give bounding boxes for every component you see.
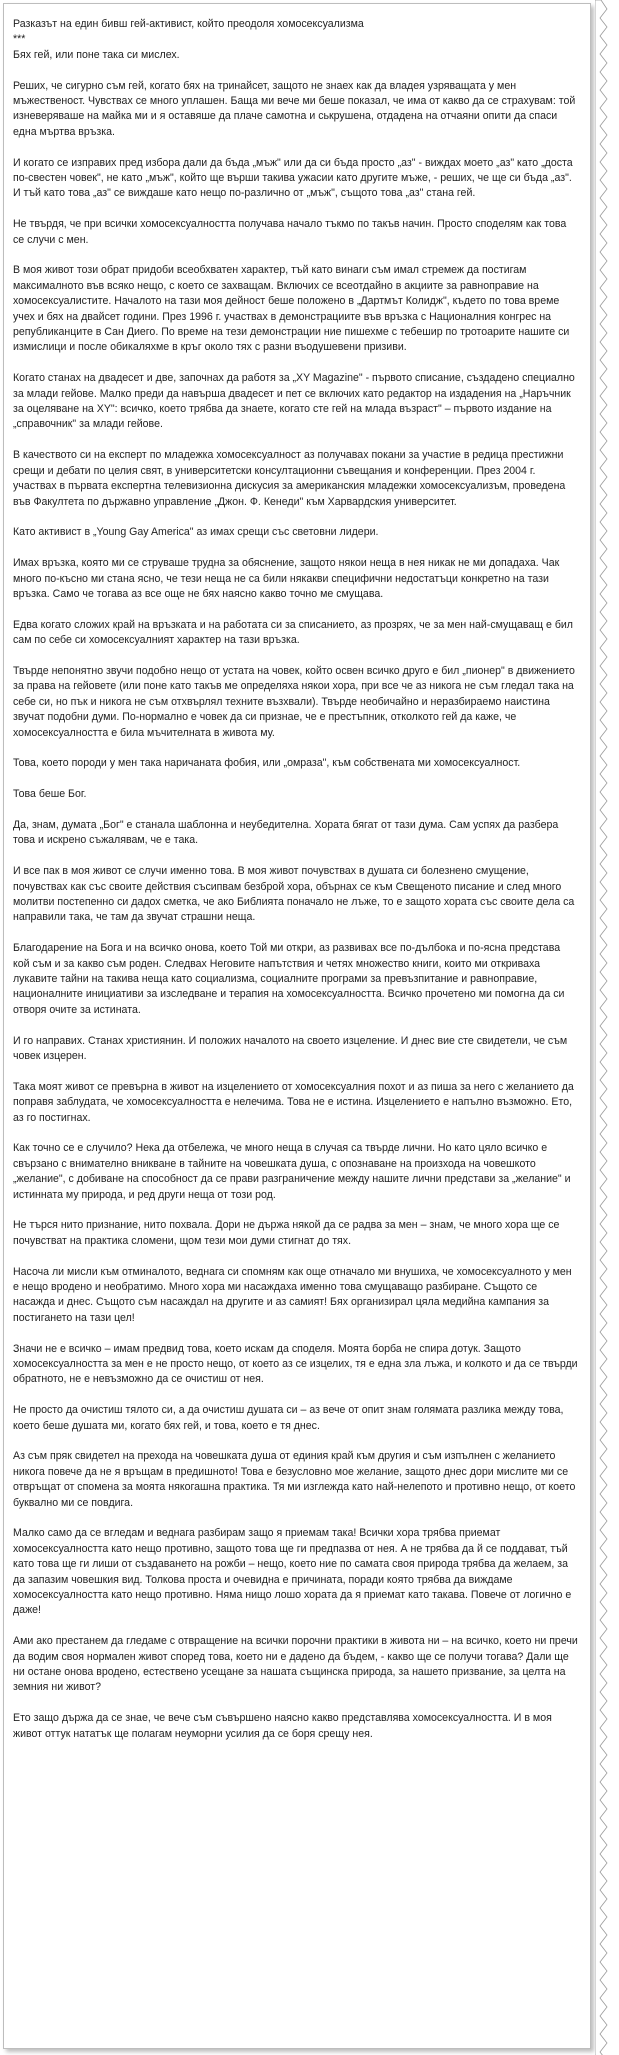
paragraph: Това беше Бог. xyxy=(13,788,87,801)
paragraph: В качеството си на експерт по младежка хомосексуалност аз получавах покани за участие в редица престижни срещи и дебати по целия свят, в университетски консултационни съвещания и конференции. През 2004 г. участвах в първата експертна телевизионна дискусия за американския младежки хомосексуализъм, проведена във Факултета по държавно управление „Джон. Ф. Кенеди" към Харвардския университет. xyxy=(13,449,566,508)
paragraph: Бях гей, или поне така си мислех. xyxy=(13,48,180,61)
paragraph: Когато станах на двадесет и две, започнах да работя за „XY Magazine" - първото списание, създадено специално за млади гейове. Малко преди да навърша двадесет и пет се включих като редактор на издадения на „Наръчник за оцеляване на XY": всичко, което трябва да знаете, когато сте гей на млада възраст" – първото издание на „справочник" за млади гейове. xyxy=(13,372,575,431)
document-page xyxy=(3,3,591,2049)
paragraph: Ами ако престанем да гледаме с отвращение на всички порочни практики в живота ни – на всичко, което ни пречи да водим своя нормален живот според това, което ни е дадено да бъдем, - какво ще се получи тогава? Дали ще ни остане онова вродено, естествено усещане за нашата същинска природа, за нашето призвание, за целта на земния ни живот? xyxy=(13,1635,578,1694)
paragraph: И когато се изправих пред избора дали да бъда „мъж" или да си бъда просто „аз" - виждах моето „аз" като „доста по-свестен човек", не като „мъж", който ще върши такива ужасии като другите мъже, - реших, че ще си бъда „аз". И тъй като това „аз" се виждаше като нещо по-различно от „мъж", същото това „аз" стана гей. xyxy=(13,156,573,200)
paragraph: Не твърдя, че при всички хомосексуалността получава начало тъкмо по такъв начин. Просто споделям как това се случи с мен. xyxy=(13,218,567,246)
paragraph: Насочa ли мисли към отминалото, веднага си спомням как още отначало ми внушиха, че хомосексуалното у мен е нещо вродено и необратимо. Много хора ми насаждаха именно това смущаващо разбиране. Същото се насажда и днес. Същото съм насаждал на другите и аз самият! Бях организирал цяла медийна кампания за постигането на тази цел! xyxy=(13,1265,572,1324)
article-title: Разказът на един бивш гей-активист, който преодоля хомосексуализма xyxy=(13,18,364,30)
article-body xyxy=(13,17,579,1757)
paragraph: И го направих. Станах християнин. И положих началото на своето изцеление. И днес вие сте свидетели, че съм човек изцерен. xyxy=(13,1034,568,1062)
torn-paper-edge xyxy=(595,0,613,2055)
paragraph: Имах връзка, която ми се струваше трудна за обяснение, защото някои неща в нея никак не ми допадаха. Чак много по-късно ми стана ясно, че тези неща не са били някакви специфични недостатъци конкретно на тази връзка. Само че тогава аз все още не бях наясно какво точно ме смущава. xyxy=(13,557,560,600)
paragraph: Това, което породи у мен така наричаната фобия, или „омраза", към собствената ми хомосексуалност. xyxy=(13,757,521,770)
paragraph: Реших, че сигурно съм гей, когато бях на тринайсет, защото не знаех как да владея узряващата у мен мъжественост. Чувствах се много уплашен. Баща ми вече ми беше показал, че има от какво да се страхувам: той изневеряваше на майка ми и я оставяше да плаче самотна и ськрушена, отдадена на отчаяни опити да спаси една мъртва връзка. xyxy=(13,79,576,138)
paragraph: И все пак в моя живот се случи именно това. В моя живот почувствах в душата си болезнено смущение, почувствах как със своите действия съсипвам безброй хора, обърнах се към Свещеното писание и след много молитви постепенно си дадох сметка, че ако Библията поначало не лъже, то е защото хората със своите дела са направили така, че там да звучат страшни неща. xyxy=(13,865,575,924)
paragraph: Да, знам, думата „Бог" е станала шаблонна и неубедителна. Хората бягат от тази дума. Сам успях да разбера това и искрено съжалявам, че е така. xyxy=(13,818,559,847)
paragraph: Не търся нито признание, нито похвала. Дори не държа някой да се радва за мен – знам, че много хора ще се почувстват на практика сломени, щом тези мои думи стигнат до тях. xyxy=(13,1219,560,1247)
title-separator: *** xyxy=(13,33,26,46)
paragraph: Не просто да очистиш тялото си, а да очистиш душата си – аз вече от опит знам голямата разлика между това, което беше душата ми, когато бях гей, и това, което е тя днес. xyxy=(13,1404,564,1432)
paragraph: Като активист в „Young Gay America" аз имах срещи със световни лидери. xyxy=(13,526,379,539)
paragraph: Благодарение на Бога и на всичко онова, което Той ми откри, аз развивах все по-дълбока и по-ясна представа кой съм и за какво съм роден. Следвах Неговите напътствия и четях множество книги, които ми откриваха лукавите тайни на такива неща като социализма, социалните програми за превъзпитание и равноправие, националните инициативи за изследване и терапия на хомосексуалността. Всичко прочетено ми помогна да си отворя очите за истината. xyxy=(13,942,565,1016)
paragraph: В моя живот този обрат придоби всеобхватен характер, тъй като винаги съм имал стремеж да постигам максималното във всяко нещо, с което се захващам. Включих се всеотдайно в акциите за равноправие на хомосексуалистите. Началото на тази моя дейност беше положено в „Дартмът Колидж", където по това време учех и бях на двайсет години. През 1996 г. участвах в демонстрациите във връзка с Националния конгрес на републиканците в Сан Диего. По време на тези демонстрации ние пишехме с тебешир по тротоарите нашите си измислици и после обикаляхме в кръг около тях с разни въодушевени призиви. xyxy=(13,264,570,354)
paragraph: Твърде непонятно звучи подобно нещо от устата на човек, който освен всичко друго е бил „пионер" в движението за права на гейовете (или поне като такъв ме определяха някои хора, при все че аз никога не съм гледал така на себе си, но пък и никога не съм отхвърлял техните възхвали). Твърде необичайно и неразбираемо наистина звучат подобни думи. По-нормално е човек да си признае, че е престъпник, отколкото гей да каже, че хомосексуалността е била мъчителната в живота му. xyxy=(13,664,575,739)
paragraph: Аз съм пряк свидетел на прехода на човешката душа от единия край към другия и съм изпълнен с желанието никога повече да не я връщам в предишното! Това е безусловно мое желание, защото днес дори мислите ми се отвръщат от спомена за моята някогашна практика. Тя ми изглежда като най-нелепото и противно нещо, от което буквално ми се повдига. xyxy=(13,1450,576,1509)
paragraph: Ето защо държа да се знае, че вече съм съвършено наясно какво представлява хомосексуалността. И в моя живот оттук нататък ще полагам неуморни усилия да се боря срещу нея. xyxy=(13,1712,552,1740)
paragraph: Значи не е всичко – имам предвид това, което искам да споделя. Моята борба не спира дотук. Защото хомосексуалността за мен е не просто нещо, от което аз се изцелих, тя е една зла лъжа, и колкото и да се твърди обратното, не е невъзможно да се очистиш от нея. xyxy=(13,1342,578,1386)
paragraph: Едва когато сложих край на връзката и на работата си за списанието, аз прозрях, че за мен най-смущаващ е бил сам по себе си хомосексуалният характер на тази връзка. xyxy=(13,618,573,647)
paragraph: Как точно се е случило? Нека да отбележа, че много неща в случая са твърде лични. Но като цяло всичко е свързано с внимателно вникване в тайните на човешката душа, с опознаване на произхода на човешкото „желание", с добиване на способност да се прави разграничение между нашите лични представи за „желание" и истинната му природа, и ред други неща от този род. xyxy=(13,1142,571,1201)
paragraph: Малко само да се вгледам и веднага разбирам защо я приемам така! Всички хора трябва приемат хомосексуалността като нещо противно, защото това ще ги предпазва от нея. А не трябва да й се поддават, тъй като това ще ги лиши от създаването на рожби – нещо, което ние по самата своя природа трябва да желаем, за да запазим човешкия вид. Толкова проста и очевидна е причината, поради която трябва да виждаме хомосексуалността като нещо противно. Няма нищо лошо хората да я приемат като такава. Повече от логично е даже! xyxy=(13,1527,572,1617)
paragraph: Така моят живот се превърна в живот на изцелението от хомосексуалния похот и аз пиша за него с желанието да поправя заблудата, че хомосексуалността е нелечима. Това не е истина. Изцелението е напълно възможно. Ето, аз го постигнах. xyxy=(13,1080,574,1124)
